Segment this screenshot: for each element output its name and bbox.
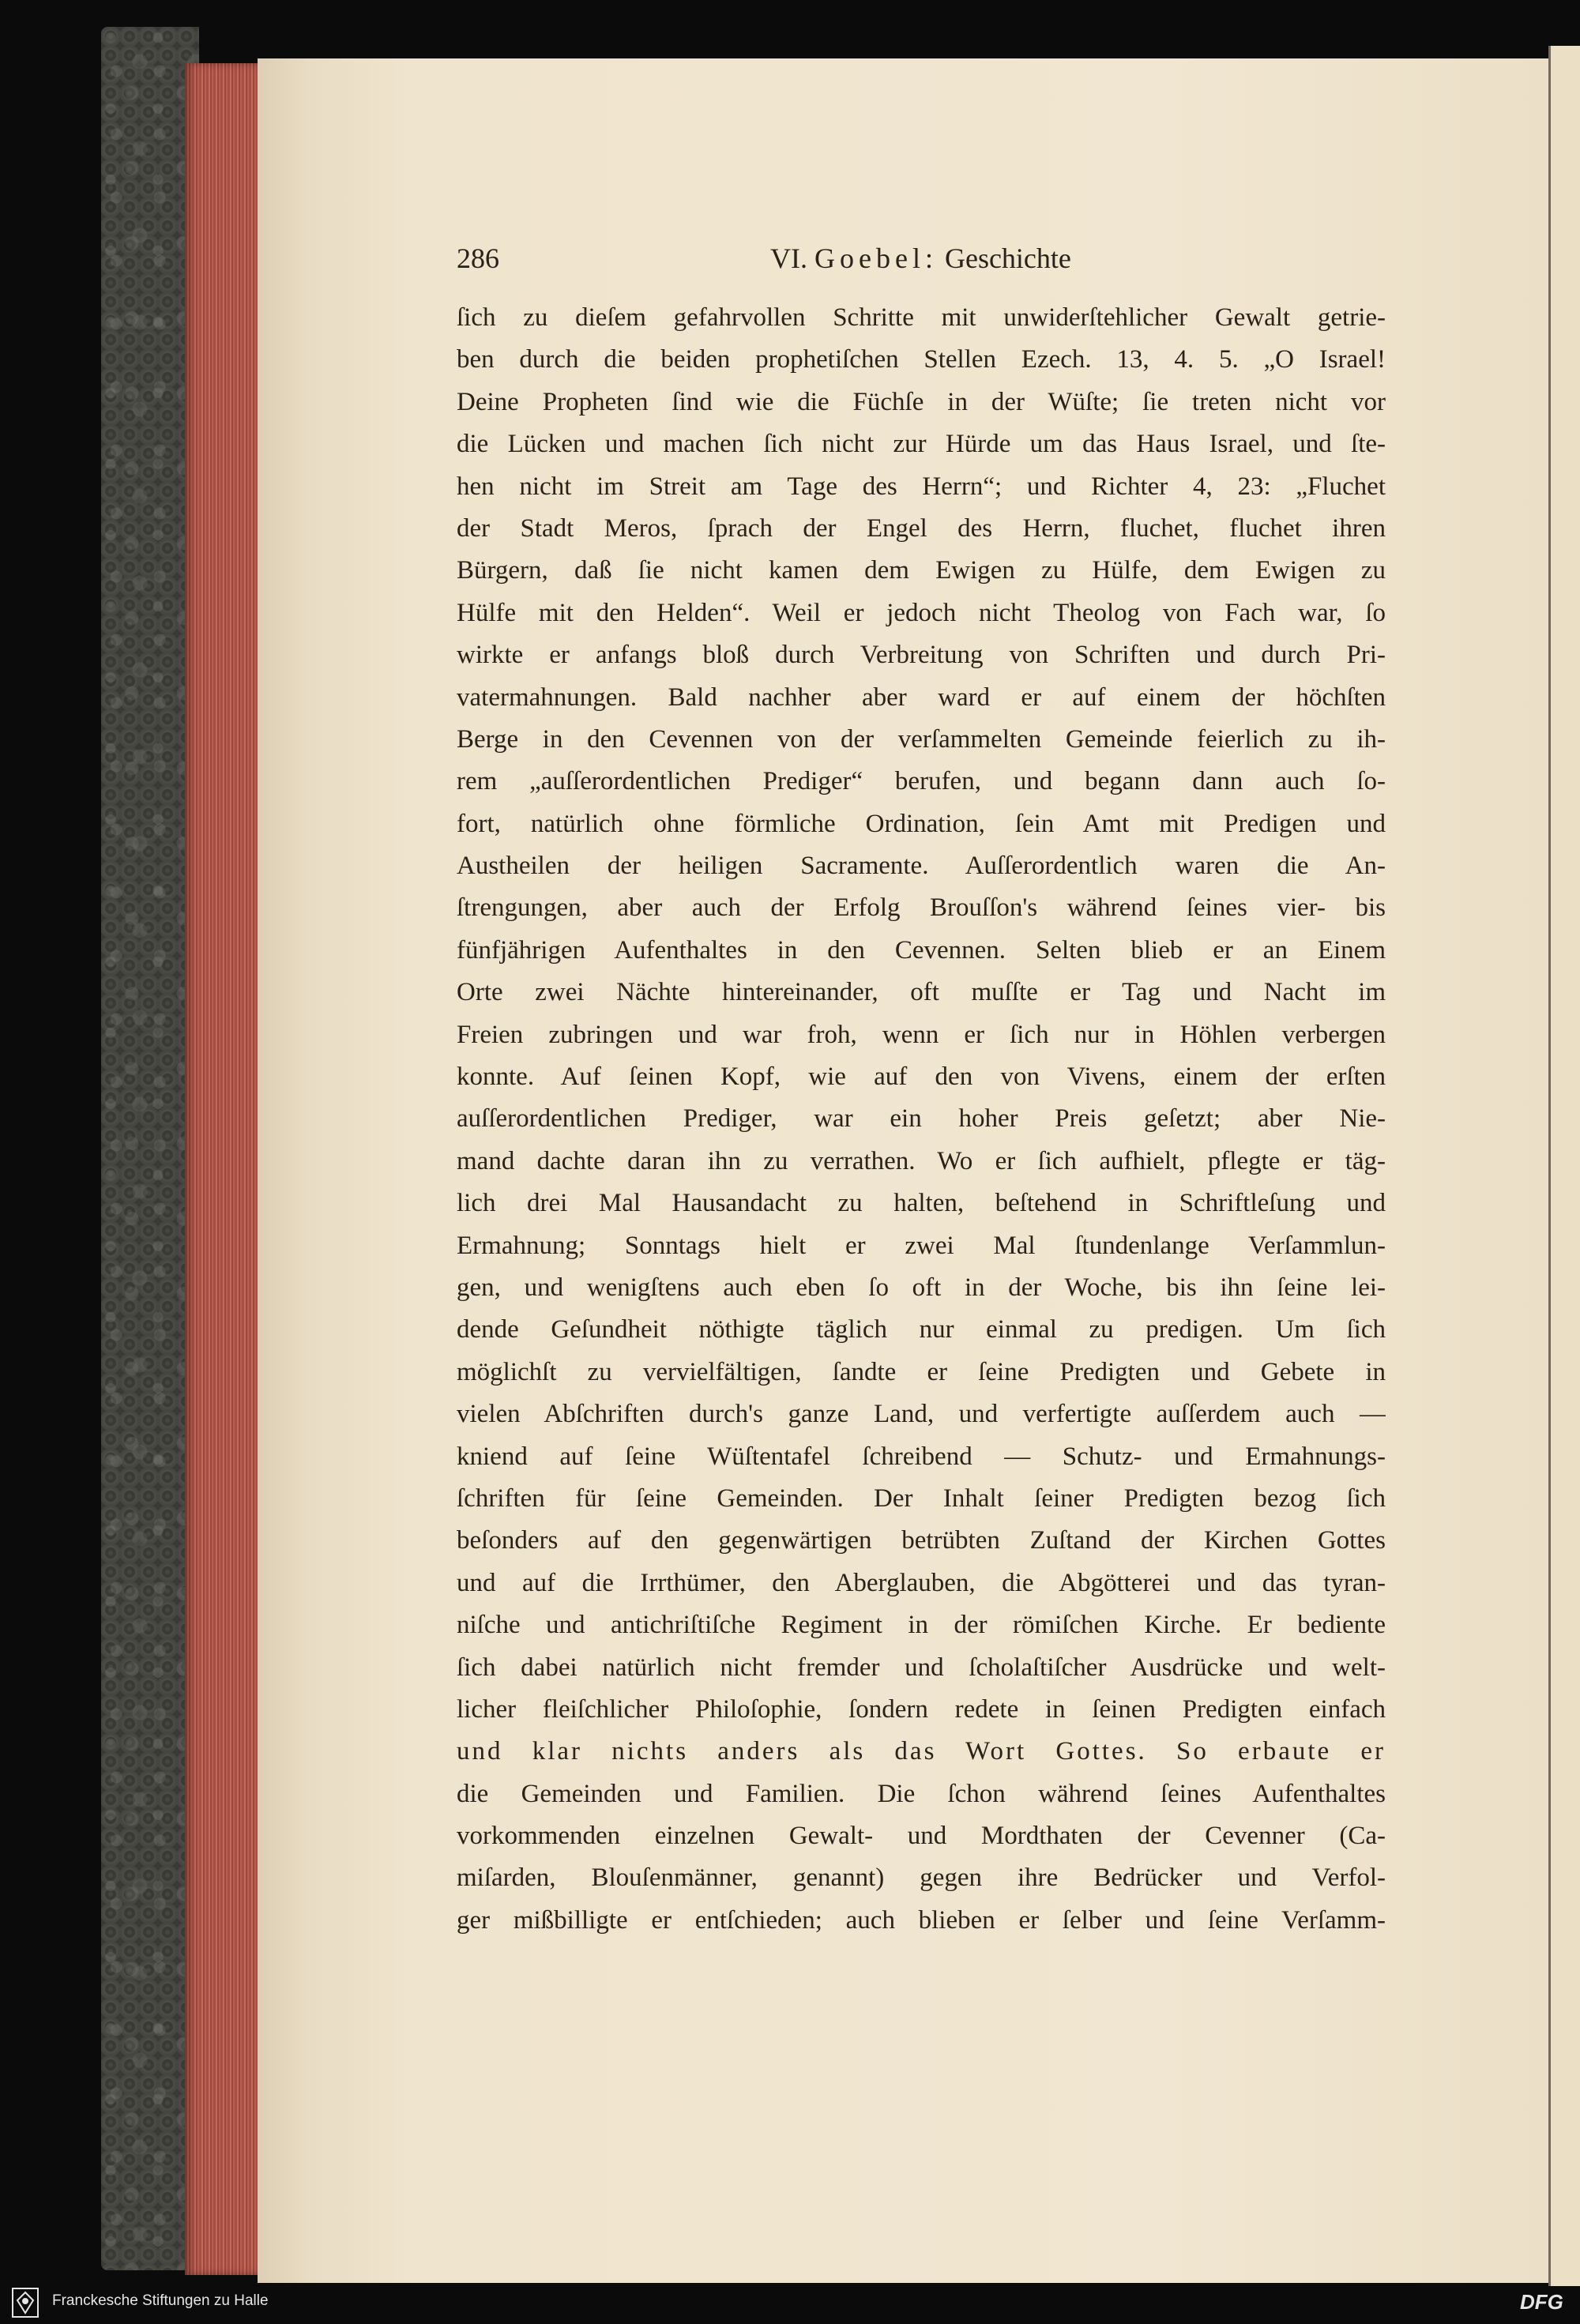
page-number: 286: [457, 243, 499, 274]
text-line: gen, und wenigſtens auch eben ſo oft in der Woche, bis ihn ſeine lei-: [457, 1273, 1386, 1302]
text-line: vatermahnungen. Bald nachher aber ward er auf einem der höchſten: [457, 683, 1386, 712]
text-line: fünfjährigen Aufenthaltes in den Cevennen. Selten blieb er an Einem: [457, 935, 1386, 965]
text-line: Orte zwei Nächte hintereinander, oft muſſte er Tag und Nacht im: [457, 978, 1386, 1007]
text-line: die Lücken und machen ſich nicht zur Hürde um das Haus Israel, und ſte-: [457, 430, 1386, 459]
text-line: die Gemeinden und Familien. Die ſchon während ſeines Aufenthaltes: [457, 1779, 1386, 1808]
text-line: ſtrengungen, aber auch der Erfolg Brouſſon's während ſeines vier- bis: [457, 893, 1386, 923]
text-line: miſarden, Blouſenmänner, genannt) gegen ihre Bedrücker und Verfol-: [457, 1863, 1386, 1893]
text-line: und klar nichts anders als das Wort Gottes. So erbaute er: [457, 1737, 1386, 1766]
text-line: wirkte er anfangs bloß durch Verbreitung von Schriften und durch Pri-: [457, 641, 1386, 670]
text-line: vorkommenden einzelnen Gewalt- und Mordthaten der Cevenner (Ca-: [457, 1822, 1386, 1851]
text-line: vielen Abſchriften durch's ganze Land, und verfertigte auſſerdem auch —: [457, 1400, 1386, 1429]
funder-logo-text: DFG: [1520, 2290, 1563, 2314]
text-line: möglichſt zu vervielfältigen, ſandte er ſeine Predigten und Gebete in: [457, 1357, 1386, 1386]
running-head-author: Goebel:: [814, 243, 938, 274]
text-line: licher fleiſchlicher Philoſophie, ſondern redete in ſeinen Predigten einfach: [457, 1694, 1386, 1724]
text-line: Bürgern, daß ſie nicht kamen dem Ewigen zu Hülfe, dem Ewigen zu: [457, 556, 1386, 585]
text-line: hen nicht im Streit am Tage des Herrn“; und Richter 4, 23: „Fluchet: [457, 472, 1386, 501]
text-line: der Stadt Meros, ſprach der Engel des Herrn, fluchet, fluchet ihren: [457, 513, 1386, 543]
running-head-title: Geschichte: [944, 243, 1071, 274]
running-head: [770, 240, 1071, 276]
running-head-section: VI.: [770, 243, 807, 274]
text-line: konnte. Auf ſeinen Kopf, wie auf den von Vivens, einem der erſten: [457, 1062, 1386, 1092]
body-text: [457, 297, 1386, 1942]
text-line: niſche und antichriſtiſche Regiment in der römiſchen Kirche. Er bediente: [457, 1611, 1386, 1640]
text-line: Hülfe mit den Helden“. Weil er jedoch nicht Theolog von Fach war, ſo: [457, 598, 1386, 627]
text-line: kniend auf ſeine Wüſtentafel ſchreibend — Schutz- und Ermahnungs-: [457, 1442, 1386, 1471]
institution-name: Franckesche Stiftungen zu Halle: [52, 2292, 269, 2309]
text-line: ſchriften für ſeine Gemeinden. Der Inhalt ſeiner Predigten bezog ſich: [457, 1484, 1386, 1513]
text-line: Ermahnung; Sonntags hielt er zwei Mal ſtundenlange Verſammlun-: [457, 1231, 1386, 1260]
text-line: ſich zu dieſem gefahrvollen Schritte mit unwiderſtehlicher Gewalt getrie-: [457, 303, 1386, 332]
text-line: Berge in den Cevennen von der verſammelten Gemeinde feierlich zu ih-: [457, 724, 1386, 754]
facing-page-edge: [1548, 46, 1580, 2286]
text-line: rem „auſſerordentlichen Prediger“ berufen, und begann dann auch ſo-: [457, 767, 1386, 796]
text-line: beſonders auf den gegenwärtigen betrübten Zuſtand der Kirchen Gottes: [457, 1526, 1386, 1555]
page-edges: [185, 63, 261, 2275]
text-line: Freien zubringen und war froh, wenn er ſich nur in Höhlen verbergen: [457, 1020, 1386, 1049]
text-line: Deine Propheten ſind wie die Füchſe in der Wüſte; ſie treten nicht vor: [457, 387, 1386, 416]
text-line: ger mißbilligte er entſchieden; auch blieben er ſelber und ſeine Verſamm-: [457, 1905, 1386, 1935]
text-line: fort, natürlich ohne förmliche Ordination, ſein Amt mit Predigen und: [457, 809, 1386, 838]
text-line: ſich dabei natürlich nicht fremder und ſcholaſtiſcher Ausdrücke und welt-: [457, 1653, 1386, 1682]
institution-logo-icon: [9, 2286, 41, 2319]
text-line: Austheilen der heiligen Sacramente. Auſſerordentlich waren die An-: [457, 852, 1386, 881]
text-line: und auf die Irrthümer, den Aberglauben, die Abgötterei und das tyran-: [457, 1568, 1386, 1597]
text-line: dende Geſundheit nöthigte täglich nur einmal zu predigen. Um ſich: [457, 1315, 1386, 1344]
text-line: mand dachte daran ihn zu verrathen. Wo er ſich aufhielt, pflegte er täg-: [457, 1146, 1386, 1175]
text-line: lich drei Mal Hausandacht zu halten, beſtehend in Schriftleſung und: [457, 1189, 1386, 1218]
text-line: ben durch die beiden prophetiſchen Stellen Ezech. 13, 4. 5. „O Israel!: [457, 345, 1386, 374]
text-line: auſſerordentlichen Prediger, war ein hoher Preis geſetzt; aber Nie-: [457, 1104, 1386, 1134]
